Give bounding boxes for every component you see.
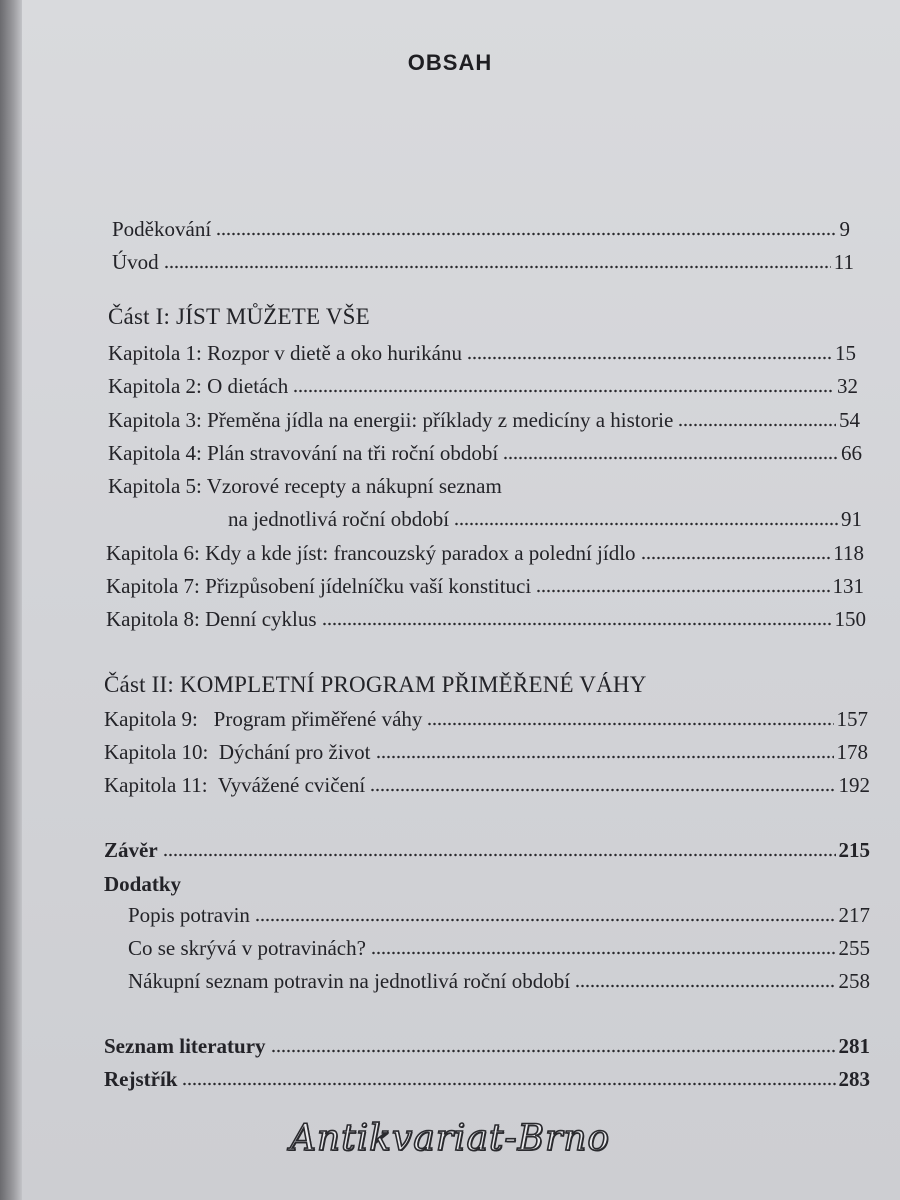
toc-entry-page: 283 <box>838 1067 870 1091</box>
leader-dots <box>370 787 835 793</box>
toc-entry-label: Kapitola 8: Denní cyklus <box>106 607 317 631</box>
toc-entry-label: Kapitola 2: O dietách <box>108 374 289 398</box>
leader-dots <box>255 917 836 923</box>
leader-dots <box>293 388 834 394</box>
leader-dots <box>164 264 831 270</box>
page-title: OBSAH <box>407 50 493 75</box>
toc-entry-page: 131 <box>832 574 864 598</box>
leader-dots <box>216 231 836 237</box>
toc-entry-label: Kapitola 1: Rozpor v dietě a oko hurikánu <box>108 341 462 365</box>
leader-dots <box>427 721 833 727</box>
toc-entry-label: Závěr <box>104 838 158 862</box>
toc-entry-page: 150 <box>834 607 866 631</box>
toc-entry-page: 157 <box>836 707 868 731</box>
toc-entry-label: Poděkování <box>112 217 212 241</box>
leader-dots <box>503 455 838 461</box>
toc-entry-page: 66 <box>841 441 862 465</box>
toc-entry-label: Popis potravin <box>128 903 250 927</box>
toc-entry-chapter-5-line-1: Kapitola 5: Vzorové recepty a nákupní seznam <box>108 474 502 498</box>
toc-entry-page: 192 <box>838 773 870 797</box>
toc-entry-label: Kapitola 10: Dýchání pro život <box>104 740 371 764</box>
part-1-heading: Část I: JÍST MŮŽETE VŠE <box>108 304 370 329</box>
toc-entry-label: Seznam literatury <box>104 1034 266 1058</box>
toc-entry-podekovani <box>112 214 850 244</box>
toc-entry-nakupni-seznam <box>128 966 870 996</box>
toc-entry-uvod <box>112 247 854 277</box>
toc-entry-label: Kapitola 3: Přeměna jídla na energii: příklady z medicíny a historie <box>108 408 674 432</box>
leader-dots <box>376 754 834 760</box>
leader-dots <box>641 555 831 561</box>
toc-entry-seznam-literatury <box>104 1031 870 1061</box>
leader-dots <box>182 1081 835 1087</box>
toc-entry-page: 91 <box>841 507 862 531</box>
toc-entry-label: Kapitola 4: Plán stravování na tři roční období <box>108 441 499 465</box>
leader-dots <box>467 355 832 361</box>
leader-dots <box>678 422 836 428</box>
toc-entry-chapter-1 <box>108 338 856 368</box>
toc-entry-page: 178 <box>836 740 868 764</box>
toc-entry-label: Nákupní seznam potravin na jednotlivá roční období <box>128 969 571 993</box>
toc-entry-page: 11 <box>833 250 854 274</box>
toc-entry-page: 215 <box>838 838 870 862</box>
leader-dots <box>271 1048 836 1054</box>
toc-entry-label: Co se skrývá v potravinách? <box>128 936 366 960</box>
toc-entry-label: Kapitola 7: Přizpůsobení jídelníčku vaší konstituci <box>106 574 532 598</box>
toc-entry-label: Kapitola 9: Program přiměřené váhy <box>104 707 423 731</box>
toc-entry-page: 32 <box>837 374 858 398</box>
toc-entry-chapter-10 <box>104 737 868 767</box>
part-2-heading: Část II: KOMPLETNÍ PROGRAM PŘIMĚŘENÉ VÁHY <box>104 672 647 697</box>
watermark: Antikvariat-Brno <box>289 1118 611 1159</box>
toc-entry-label: Kapitola 6: Kdy a kde jíst: francouzský paradox a polední jídlo <box>106 541 636 565</box>
toc-entry-co-se-skryva <box>128 933 870 963</box>
toc-entry-popis-potravin <box>128 900 870 930</box>
leader-dots <box>322 621 832 627</box>
toc-entry-page: 255 <box>838 936 870 960</box>
toc-entry-page: 281 <box>838 1034 870 1058</box>
toc-entry-label: na jednotlivá roční období <box>228 507 450 531</box>
leader-dots <box>454 521 838 527</box>
toc-entry-page: 258 <box>838 969 870 993</box>
toc-entry-chapter-4 <box>108 438 862 468</box>
toc-entry-page: 217 <box>838 903 870 927</box>
toc-entry-label: Kapitola 11: Vyvážené cvičení <box>104 773 366 797</box>
toc-entry-page: 15 <box>835 341 856 365</box>
toc-entry-label: Rejstřík <box>104 1067 178 1091</box>
toc-entry-chapter-5 <box>228 504 862 534</box>
toc-entry-chapter-8 <box>106 604 866 634</box>
toc-entry-chapter-7 <box>106 571 864 601</box>
leader-dots <box>371 950 836 956</box>
toc-entry-rejstrik <box>104 1064 870 1094</box>
toc-entry-page: 54 <box>839 408 860 432</box>
toc-entry-chapter-2 <box>108 371 858 401</box>
toc-entry-page: 118 <box>833 541 864 565</box>
toc-entry-chapter-6 <box>106 538 864 568</box>
toc-entry-page: 9 <box>839 217 850 241</box>
toc-entry-zaver <box>104 835 870 865</box>
dodatky-heading: Dodatky <box>104 872 182 896</box>
toc-entry-chapter-9 <box>104 704 868 734</box>
leader-dots <box>575 983 835 989</box>
toc-entry-chapter-3 <box>108 405 860 435</box>
toc-entry-chapter-11 <box>104 770 870 800</box>
leader-dots <box>163 852 836 858</box>
leader-dots <box>536 588 829 594</box>
toc-entry-label: Úvod <box>112 250 159 274</box>
